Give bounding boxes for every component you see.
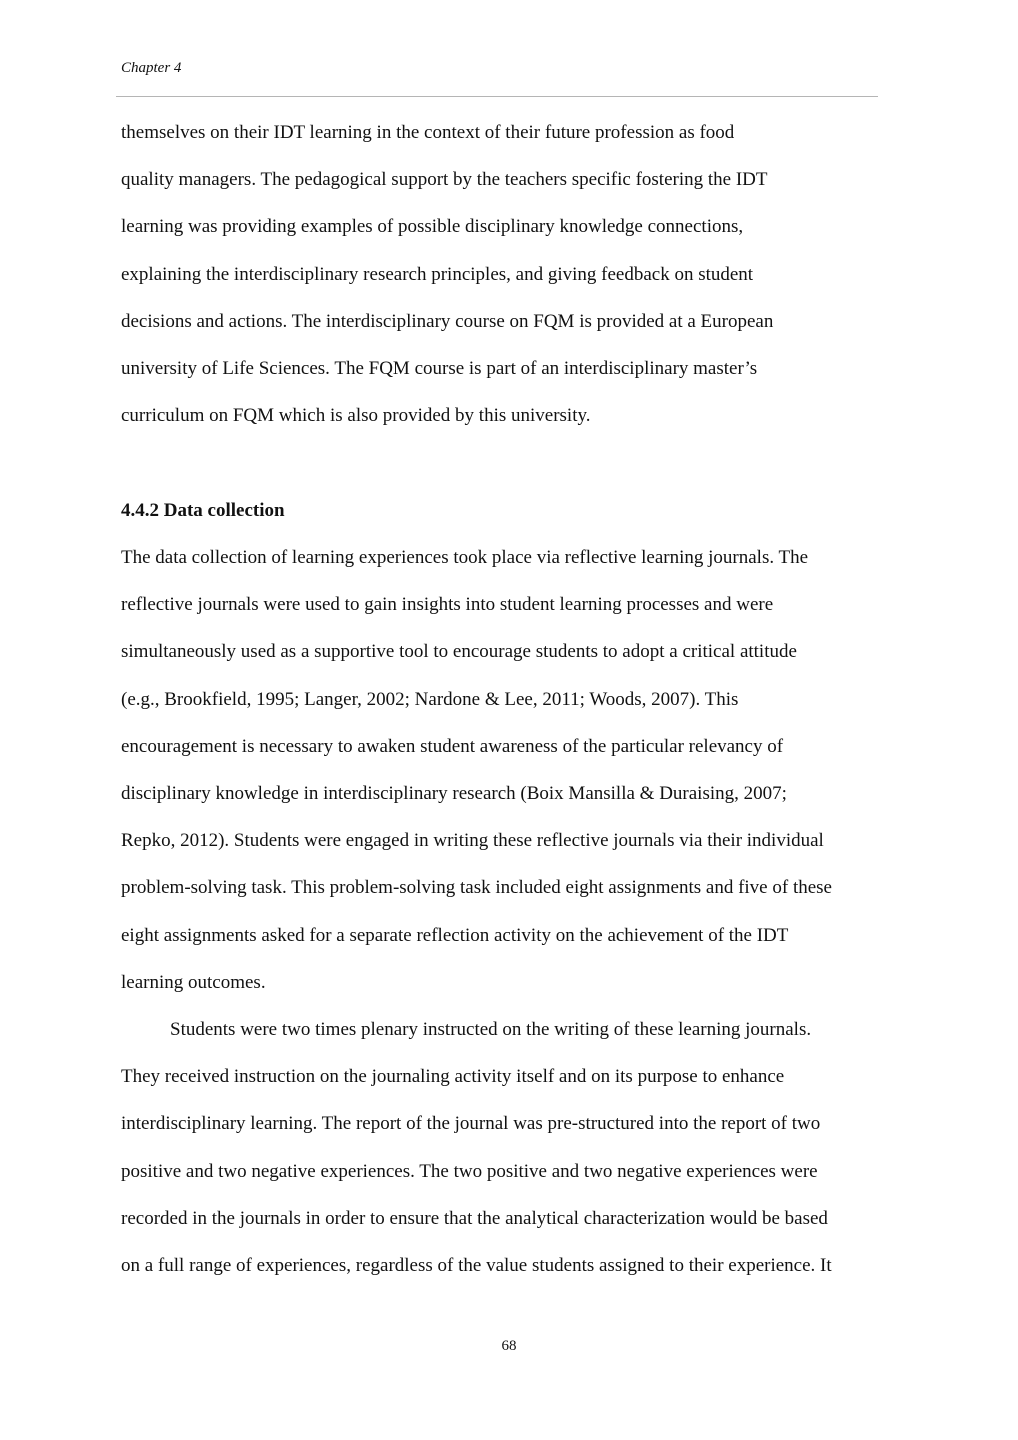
paragraph-line: quality managers. The pedagogical support by the teachers specific fostering the IDT [121,169,768,191]
paragraph-line: (e.g., Brookfield, 1995; Langer, 2002; Nardone & Lee, 2011; Woods, 2007). This [121,688,739,710]
paragraph-line: interdisciplinary learning. The report of the journal was pre-structured into the report of two [121,1113,821,1135]
paragraph-line: on a full range of experiences, regardless of the value students assigned to their experience. It [121,1255,832,1276]
paragraph-line: eight assignments asked for a separate reflection activity on the achievement of the IDT [121,924,789,946]
paragraph-line: They received instruction on the journaling activity itself and on its purpose to enhance [121,1066,785,1088]
paragraph-line: The data collection of learning experiences took place via reflective learning journals. The [121,547,809,568]
paragraph-line: Repko, 2012). Students were engaged in writing these reflective journals via their individual [121,830,824,852]
paragraph-line: positive and two negative experiences. The two positive and two negative experiences were [121,1160,818,1182]
section-heading: 4.4.2 Data collection [121,500,285,521]
paragraph-line: disciplinary knowledge in interdisciplinary research (Boix Mansilla & Duraising, 2007; [121,783,787,804]
page-number: 68 [501,1338,517,1354]
paragraph-line: recorded in the journals in order to ensure that the analytical characterization would be based [121,1207,828,1229]
header-rule [116,96,878,97]
paragraph-line: reflective journals were used to gain insights into student learning processes and were [121,594,774,616]
paragraph-line: encouragement is necessary to awaken student awareness of the particular relevancy of [121,735,784,757]
paragraph-line: Students were two times plenary instructed on the writing of these learning journals. [170,1019,812,1040]
paragraph-line: decisions and actions. The interdisciplinary course on FQM is provided at a European [121,310,774,332]
paragraph-line: curriculum on FQM which is also provided by this university. [121,405,591,427]
paragraph-line: themselves on their IDT learning in the context of their future profession as food [121,122,735,143]
paragraph-line: learning outcomes. [121,971,266,993]
paragraph-line: university of Life Sciences. The FQM course is part of an interdisciplinary master’s [121,358,758,379]
running-header: Chapter 4 [121,60,182,76]
paragraph-line: learning was providing examples of possible disciplinary knowledge connections, [121,216,744,238]
paragraph-line: problem-solving task. This problem-solving task included eight assignments and five of these [121,877,832,899]
paragraph-line: simultaneously used as a supportive tool to encourage students to adopt a critical attitude [121,641,797,663]
paragraph-line: explaining the interdisciplinary research principles, and giving feedback on student [121,263,754,285]
